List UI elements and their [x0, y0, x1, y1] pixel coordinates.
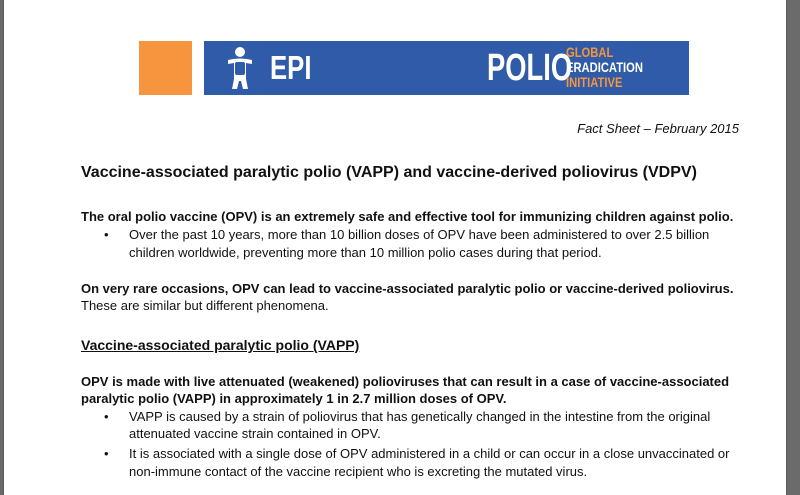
bullet-dot: •: [104, 227, 109, 242]
document-title: Vaccine-associated paralytic polio (VAPP) and vaccine-derived poliovirus (VDPV): [81, 164, 697, 181]
rare-bold-text: On very rare occasions, OPV can lead to vaccine-associated paralytic polio or vaccine-derived poliovirus.: [81, 281, 734, 296]
vapp-bold-line2: paralytic polio (VAPP) in approximately 1 in 2.7 million doses of OPV.: [81, 391, 507, 406]
intro-bold-text: The oral polio vaccine (OPV) is an extremely safe and effective tool for immunizing children against polio.: [81, 209, 734, 224]
fact-sheet-date: Fact Sheet – February 2015: [577, 121, 739, 136]
polio-logo-text: POLIO: [487, 47, 573, 89]
header-banner: [139, 41, 689, 95]
intro-bullet-line2: children worldwide, preventing more than 10 million polio cases during that period.: [129, 245, 602, 260]
document-page: [4, 0, 786, 495]
gei-logo-text: [566, 45, 643, 90]
blue-banner: [204, 41, 689, 95]
epi-logo-text: EPI: [270, 49, 312, 86]
bullet-dot: •: [104, 446, 109, 461]
vapp-bullet1-line1: VAPP is caused by a strain of poliovirus that has genetically changed in the intestine from the original: [129, 409, 711, 424]
vapp-bullet2-line2: non-immune contact of the vaccine recipient who is excreting the mutated virus.: [129, 464, 588, 479]
vapp-bullet1-line2: attenuated vaccine strain contained in OPV.: [129, 426, 381, 441]
intro-bullet-line1: Over the past 10 years, more than 10 billion doses of OPV have been administered to over 2.5 billion: [129, 227, 710, 242]
vapp-bold-line1: OPV is made with live attenuated (weakened) polioviruses that can result in a case of vaccine-associated: [81, 374, 730, 389]
child-icon: [222, 45, 258, 91]
orange-block: [139, 41, 192, 95]
gei-line-global: GLOBAL: [566, 44, 614, 60]
vapp-bullet2-line1: It is associated with a single dose of OPV administered in a child or can occur in a close unvaccinated or: [129, 446, 730, 461]
bullet-dot: •: [104, 409, 109, 424]
gei-line-initiative: INITIATIVE: [566, 74, 623, 90]
gei-line-eradication: ERADICATION: [566, 59, 643, 75]
rare-normal-text: These are similar but different phenomena.: [81, 298, 329, 313]
vapp-heading: Vaccine-associated paralytic polio (VAPP): [81, 337, 360, 353]
